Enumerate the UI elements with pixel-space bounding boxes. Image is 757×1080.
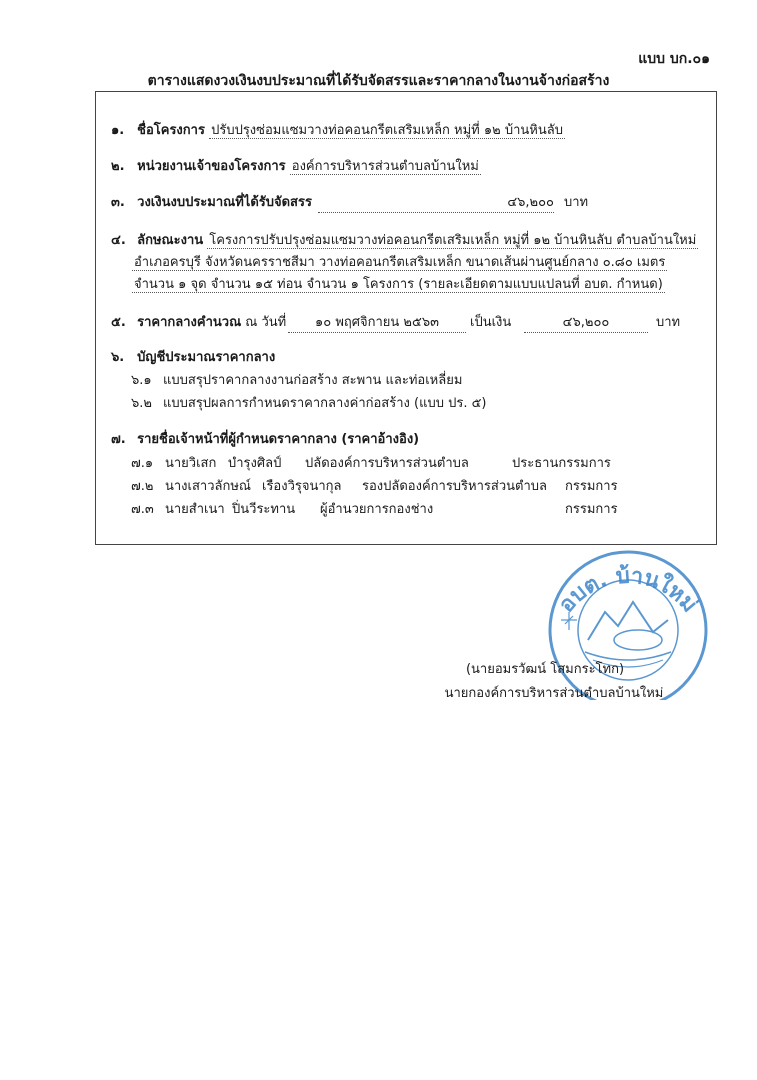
price-accounts-label: บัญชีประมาณราคากลาง <box>137 350 276 365</box>
project-name-label: ชื่อโครงการ <box>137 123 205 138</box>
budget-label: วงเงินงบประมาณที่ได้รับจัดสรร <box>137 195 312 210</box>
committee-row <box>111 431 419 449</box>
seal-text: อบต. บ้านใหม่ <box>554 563 702 618</box>
signatory-name: (นายอมรวัฒน์ โสมกระโทก) <box>465 662 625 677</box>
description-line-1: โครงการปรับปรุงซ่อมแซมวางท่อคอนกรีตเสริมเหล็ก หมู่ที่ ๑๒ บ้านหินลับ ตำบลบ้านใหม่ <box>209 233 697 248</box>
document-title: ตารางแสดงวงเงินงบประมาณที่ได้รับจัดสรรและราคากลางในงานจ้างก่อสร้าง <box>147 73 610 89</box>
price-account-item: ๖.๒ แบบสรุปผลการกำหนดราคากลางค่าก่อสร้าง (แบบ ปร. ๕) <box>131 396 487 411</box>
agency-label: หน่วยงานเจ้าของโครงการ <box>137 159 286 174</box>
reference-price-row <box>111 314 286 332</box>
project-name-value: ปรับปรุงซ่อมแซมวางท่อคอนกรีตเสริมเหล็ก หมู่ที่ ๑๒ บ้านหินลับ <box>211 123 563 138</box>
committee-label: รายชื่อเจ้าหน้าที่ผู้กำหนดราคากลาง (ราคาอ้างอิง) <box>137 432 420 447</box>
item-number: ๕. <box>111 315 126 330</box>
budget-unit: บาท <box>564 195 589 210</box>
reference-date: ๑๐ พฤศจิกายน ๒๕๖๓ <box>288 314 466 333</box>
description-line-2: อำเภอครบุรี จังหวัดนครราชสีมา วางท่อคอนกรีตเสริมเหล็ก ขนาดเส้นผ่านศูนย์กลาง ๐.๘๐ เมตร <box>134 255 666 270</box>
description-line-3: จำนวน ๑ จุด จำนวน ๑๕ ท่อน จำนวน ๑ โครงการ (รายละเอียดตามแบบแปลนที่ อบต. กำหนด) <box>134 277 663 292</box>
item-number: ๖. <box>111 350 125 365</box>
amount-prefix: เป็นเงิน <box>470 315 512 330</box>
price-accounts-row <box>111 349 275 367</box>
item-number: ๗. <box>111 432 126 447</box>
item-number: ๓. <box>111 195 125 210</box>
price-account-item: ๖.๑ แบบสรุปราคากลางงานก่อสร้าง สะพาน และท่อเหลี่ยม <box>131 373 463 388</box>
budget-value: ๔๖,๒๐๐ <box>318 194 554 213</box>
reference-unit: บาท <box>656 315 681 330</box>
signatory-title: นายกองค์การบริหารส่วนตำบลบ้านใหม่ <box>444 686 664 701</box>
description-row <box>111 232 698 250</box>
item-number: ๔. <box>111 233 126 248</box>
item-number: ๒. <box>111 159 125 174</box>
form-code: แบบ บก.๐๑ <box>638 51 710 67</box>
budget-row <box>111 194 312 212</box>
agency-value: องค์การบริหารส่วนตำบลบ้านใหม่ <box>291 159 479 174</box>
reference-price-label: ราคากลางคำนวณ <box>137 315 242 330</box>
description-label: ลักษณะงาน <box>137 233 204 248</box>
date-prefix: ณ วันที่ <box>245 315 287 330</box>
agency-row <box>111 158 481 176</box>
reference-amount: ๔๖,๒๐๐ <box>524 314 648 333</box>
project-name-row <box>111 122 565 140</box>
item-number: ๑. <box>111 123 125 138</box>
